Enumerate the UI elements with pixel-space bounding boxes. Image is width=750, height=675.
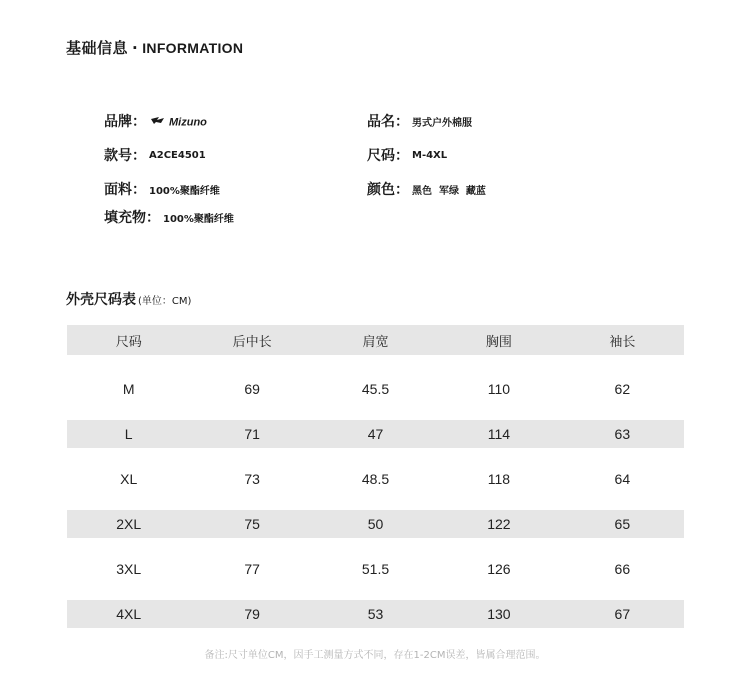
size-table-title-text: 外壳尺码表 [66,292,136,308]
measurement-note: 备注:尺寸单位CM，因手工测量方式不同，存在1-2CM误差，皆属合理范围。 [204,650,546,661]
fabric-value: 100%聚酯纤维 [149,185,220,197]
table-cell: 79 [244,606,260,622]
table-cell: 47 [367,426,384,442]
info-colors [367,179,486,199]
table-row [67,510,684,538]
table-row [67,375,684,403]
info-fabric [104,179,220,199]
table-cell: 71 [244,426,260,442]
info-filling [104,207,234,227]
size-table [67,325,684,628]
table-cell: 48.5 [361,471,390,487]
table-row [67,465,684,493]
name-value: 男式户外棉服 [412,117,472,129]
brand-label: 品牌： [104,114,146,130]
section-title-information [66,37,243,58]
table-cell: 67 [614,606,631,622]
size-range-value: M-4XL [412,149,448,161]
section-title-cn: 基础信息 [66,39,129,57]
size-table-title [66,289,191,309]
table-cell: 66 [614,561,631,577]
info-brand [104,111,220,131]
name-label: 品名： [367,114,409,130]
table-cell: 77 [244,561,260,577]
table-header-row [67,325,684,355]
table-row [67,420,684,448]
mizuno-logo-icon [150,114,220,128]
fabric-label: 面料： [104,182,146,198]
table-cell: 110 [487,381,511,397]
table-cell: L [124,426,133,442]
model-label: 款号： [104,148,146,164]
header-cell: 胸围 [485,334,512,350]
info-name [367,111,472,131]
table-cell: 69 [244,381,260,397]
filling-value: 100%聚酯纤维 [163,213,234,225]
section-title-en: INFORMATION [142,40,244,56]
title-separator: · [132,39,139,57]
table-cell: 63 [614,426,631,442]
model-value: A2CE4501 [149,149,206,161]
table-cell: 50 [367,516,384,532]
info-model [104,145,206,165]
table-cell: XL [120,471,138,487]
table-cell: 2XL [116,516,142,532]
size-table-unit: (单位：CM) [138,296,192,307]
table-cell: 62 [614,381,631,397]
brand-logo-text: Mizuno [169,116,207,128]
colors-label: 颜色： [367,182,409,198]
table-cell: 51.5 [361,561,390,577]
table-cell: M [122,381,135,397]
table-cell: 45.5 [361,381,390,397]
table-row [67,555,684,583]
table-cell: 64 [614,471,631,487]
table-cell: 122 [487,516,511,532]
table-cell: 4XL [116,606,142,622]
table-cell: 65 [614,516,631,532]
table-cell: 73 [244,471,260,487]
filling-label: 填充物： [104,210,160,226]
size-range-label: 尺码： [367,148,409,164]
header-cell: 尺码 [115,334,142,350]
header-cell: 袖长 [609,334,636,350]
table-cell: 130 [487,606,511,622]
info-size-range [367,145,447,165]
header-cell: 肩宽 [362,334,389,350]
table-cell: 126 [487,561,511,577]
header-cell: 后中长 [232,334,272,350]
table-cell: 118 [487,471,511,487]
table-cell: 53 [367,606,384,622]
colors-value: 黑色 军绿 藏蓝 [412,185,486,197]
table-row [67,600,684,628]
table-cell: 114 [487,426,511,442]
table-cell: 75 [244,516,260,532]
table-cell: 3XL [116,561,142,577]
